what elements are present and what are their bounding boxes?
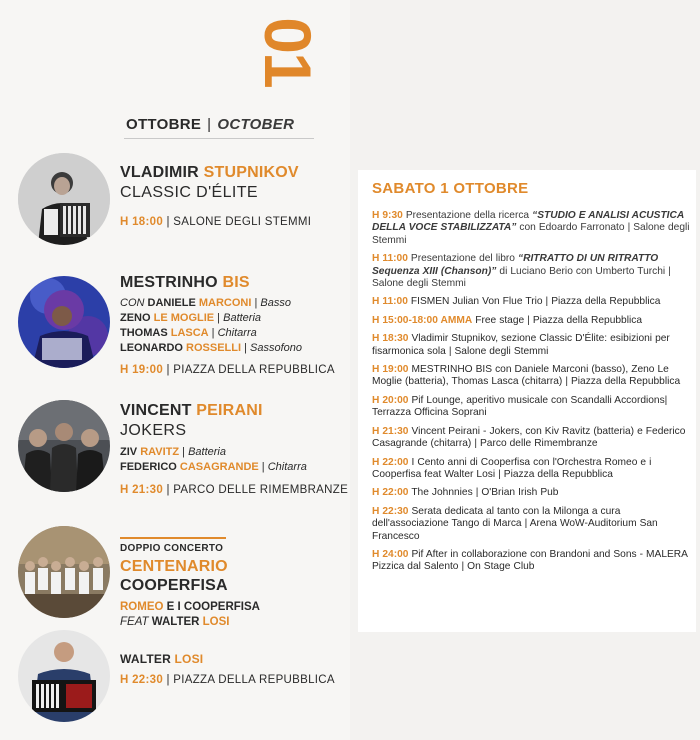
lineup-row: ZIV RAVITZ | Batteria bbox=[120, 446, 226, 458]
month-it: OTTOBRE bbox=[126, 116, 202, 133]
member-first: DANIELE bbox=[147, 297, 196, 309]
cooperfisa-title: COOPERFISA bbox=[120, 577, 228, 594]
lineup-mestrinho bbox=[120, 296, 302, 356]
program-event bbox=[372, 210, 690, 253]
event-title: “STUDIO E ANALISI ACUSTICA DELLA VOCE STABILIZZATA” bbox=[372, 210, 684, 234]
member-last: LE MOGLIE bbox=[153, 312, 215, 324]
romeo-label: ROMEO bbox=[120, 601, 164, 613]
artist-subtitle-peirani: JOKERS bbox=[120, 422, 187, 439]
lineup-row: THOMAS LASCA | Chitarra bbox=[120, 327, 257, 339]
program-event bbox=[372, 296, 690, 314]
member-first: ZENO bbox=[120, 312, 151, 324]
program-event bbox=[372, 487, 690, 505]
month-heading bbox=[126, 116, 294, 133]
artist-name-peirani bbox=[120, 402, 263, 420]
artist-name-losi bbox=[120, 652, 203, 666]
event-time: H 11:00 bbox=[372, 253, 408, 265]
artist-time-stupnikov: H 18:00 | SALONE DEGLI STEMMI bbox=[120, 216, 312, 228]
time: H 22:30 bbox=[120, 674, 164, 686]
centenario-title: CENTENARIO bbox=[120, 558, 228, 575]
event-text: Vladimir Stupnikov, sezione Classic D'Élite: esibizioni per fisarmonica sola | Salone degli Stemmi bbox=[372, 333, 670, 357]
program-event bbox=[372, 506, 690, 549]
member-role: Batteria bbox=[188, 446, 226, 458]
artist-first-name: MESTRINHO bbox=[120, 274, 218, 291]
member-first: THOMAS bbox=[120, 327, 168, 339]
event-text: Serata dedicata al tanto con la Milonga a cura dell'associazione Tango di Marca | Arena WoW-Auditorium San Francesco bbox=[372, 505, 658, 542]
member-role: Sassofono bbox=[250, 342, 302, 354]
venue: PIAZZA DELLA REPUBBLICA bbox=[173, 364, 335, 376]
artist-photo-peirani bbox=[18, 400, 110, 492]
member-role: Basso bbox=[260, 297, 291, 309]
member-last: RAVITZ bbox=[140, 446, 180, 458]
time: H 18:00 bbox=[120, 216, 164, 228]
artist-last-name: BIS bbox=[222, 274, 250, 291]
artist-subtitle-stupnikov: CLASSIC D'ÉLITE bbox=[120, 184, 258, 201]
time: H 19:00 bbox=[120, 364, 164, 376]
artist-last-name: STUPNIKOV bbox=[203, 164, 299, 181]
venue: PIAZZA DELLA REPUBBLICA bbox=[173, 674, 335, 686]
artist-first-name: VLADIMIR bbox=[120, 164, 199, 181]
time: H 21:30 bbox=[120, 484, 164, 496]
lineup-row: FEDERICO CASAGRANDE | Chitarra bbox=[120, 461, 307, 473]
doppio-rule bbox=[120, 537, 226, 539]
event-time: H 22:00 bbox=[372, 456, 409, 468]
member-last: ROSSELLI bbox=[186, 342, 242, 354]
event-text: Pif Lounge, aperitivo musicale con Scandalli Accordions| Terrazza Officina Soprani bbox=[372, 394, 668, 419]
artist-last-name: LOSI bbox=[174, 652, 204, 666]
artist-first-name: WALTER bbox=[120, 652, 171, 666]
event-text: I Cento anni di Cooperfisa con l'Orchestra Romeo e i Cooperfisa feat Walter Losi | Piazza della Repubblica bbox=[372, 456, 652, 480]
lineup-row bbox=[120, 600, 260, 615]
program-day-title: SABATO 1 OTTOBRE bbox=[372, 180, 529, 197]
lineup-row: ZENO LE MOGLIE | Batteria bbox=[120, 312, 262, 324]
event-text: FISMEN Julian Von Flue Trio | Piazza della Repubblica bbox=[410, 296, 661, 308]
event-time: H 22:30 bbox=[372, 505, 409, 517]
member-first: LEONARDO bbox=[120, 342, 183, 354]
member-last: LOSI bbox=[202, 616, 230, 628]
member-role: Chitarra bbox=[267, 461, 307, 473]
member-first: ZIV bbox=[120, 446, 138, 458]
program-event bbox=[372, 253, 690, 296]
event-text: Vincent Peirani - Jokers, con Kiv Ravitz (batteria) e Federico Casagrande (chitarra) | Parco delle Rimembranze bbox=[372, 425, 686, 450]
venue: SALONE DEGLI STEMMI bbox=[173, 216, 312, 228]
event-text: Free stage | Piazza della Repubblica bbox=[475, 314, 643, 326]
program-event-list bbox=[372, 210, 690, 580]
lineup-row bbox=[120, 615, 260, 630]
event-text: Pif After in collaborazione con Brandoni and Sons - MALERA Pizzica dal Salento | On Stage Club bbox=[372, 548, 688, 573]
lineup-row: LEONARDO ROSSELLI | Sassofono bbox=[120, 342, 302, 354]
artist-photo-cooperfisa bbox=[18, 526, 110, 618]
program-event bbox=[372, 426, 690, 457]
event-time: H 20:00 bbox=[372, 394, 409, 406]
event-text: Presentazione del libro bbox=[410, 253, 518, 265]
artist-time-peirani: H 21:30 | PARCO DELLE RIMEMBRANZE bbox=[120, 484, 349, 496]
lineup-peirani bbox=[120, 445, 307, 475]
event-title: “RITRATTO DI UN RITRATTO Sequenza XIII (Chanson)” bbox=[372, 253, 659, 277]
program-event bbox=[372, 457, 690, 488]
program-event bbox=[372, 549, 690, 580]
venue: PARCO DELLE RIMEMBRANZE bbox=[173, 484, 349, 496]
program-event bbox=[372, 364, 690, 395]
lineup-prefix: CON bbox=[120, 297, 145, 309]
event-time: H 24:00 bbox=[372, 548, 409, 560]
doppio-concerto-tag: DOPPIO CONCERTO bbox=[120, 543, 224, 554]
program-event bbox=[372, 395, 690, 426]
member-role: Batteria bbox=[223, 312, 262, 324]
event-time: H 9:30 bbox=[372, 210, 403, 221]
event-text: con Edoardo Farronato | Salone degli Stemmi bbox=[372, 222, 690, 246]
artist-photo-mestrinho bbox=[18, 276, 110, 368]
month-underline bbox=[124, 138, 314, 139]
artist-name-stupnikov bbox=[120, 164, 299, 182]
event-time: H 22:00 bbox=[372, 487, 409, 499]
event-time: H 15:00-18:00 AMMA bbox=[372, 314, 473, 326]
cooperfisa-lineup bbox=[120, 600, 260, 630]
member-role: Chitarra bbox=[217, 327, 257, 339]
lineup-row: CON DANIELE MARCONI | Basso bbox=[120, 297, 291, 309]
member-last: MARCONI bbox=[198, 297, 252, 309]
program-event bbox=[372, 333, 690, 364]
feat-label: FEAT bbox=[120, 616, 149, 628]
artist-name-mestrinho bbox=[120, 274, 250, 292]
artist-first-name: VINCENT bbox=[120, 402, 192, 419]
event-time: H 21:30 bbox=[372, 425, 409, 437]
day-number: 01 bbox=[251, 17, 325, 87]
event-text: di Luciano Berio con Umberto Turchi | Salone degli Stemmi bbox=[372, 265, 671, 290]
member-first: FEDERICO bbox=[120, 461, 177, 473]
artist-photo-stupnikov bbox=[18, 153, 110, 245]
member-last: LASCA bbox=[170, 327, 209, 339]
event-text: MESTRINHO BIS con Daniele Marconi (basso), Zeno Le Moglie (batteria), Thomas Lasca (chitarra) | Piazza della Repubblica bbox=[372, 364, 681, 388]
event-time: H 11:00 bbox=[372, 296, 408, 308]
event-text: Presentazione della ricerca bbox=[405, 210, 533, 221]
event-time: H 19:00 bbox=[372, 364, 409, 376]
artist-last-name: PEIRANI bbox=[196, 402, 263, 419]
artist-photo-losi bbox=[18, 630, 110, 722]
member-last: CASAGRANDE bbox=[179, 461, 259, 473]
event-text: The Johnnies | O'Brian Irish Pub bbox=[411, 487, 559, 499]
cooperfisa-label: E I COOPERFISA bbox=[166, 601, 260, 613]
artist-time-losi: H 22:30 | PIAZZA DELLA REPUBBLICA bbox=[120, 674, 335, 686]
month-separator: | bbox=[207, 116, 212, 133]
program-event bbox=[372, 315, 690, 333]
month-en: OCTOBER bbox=[217, 116, 295, 133]
event-time: H 18:30 bbox=[372, 333, 409, 345]
member-first: WALTER bbox=[151, 616, 200, 628]
artist-time-mestrinho: H 19:00 | PIAZZA DELLA REPUBBLICA bbox=[120, 364, 335, 376]
